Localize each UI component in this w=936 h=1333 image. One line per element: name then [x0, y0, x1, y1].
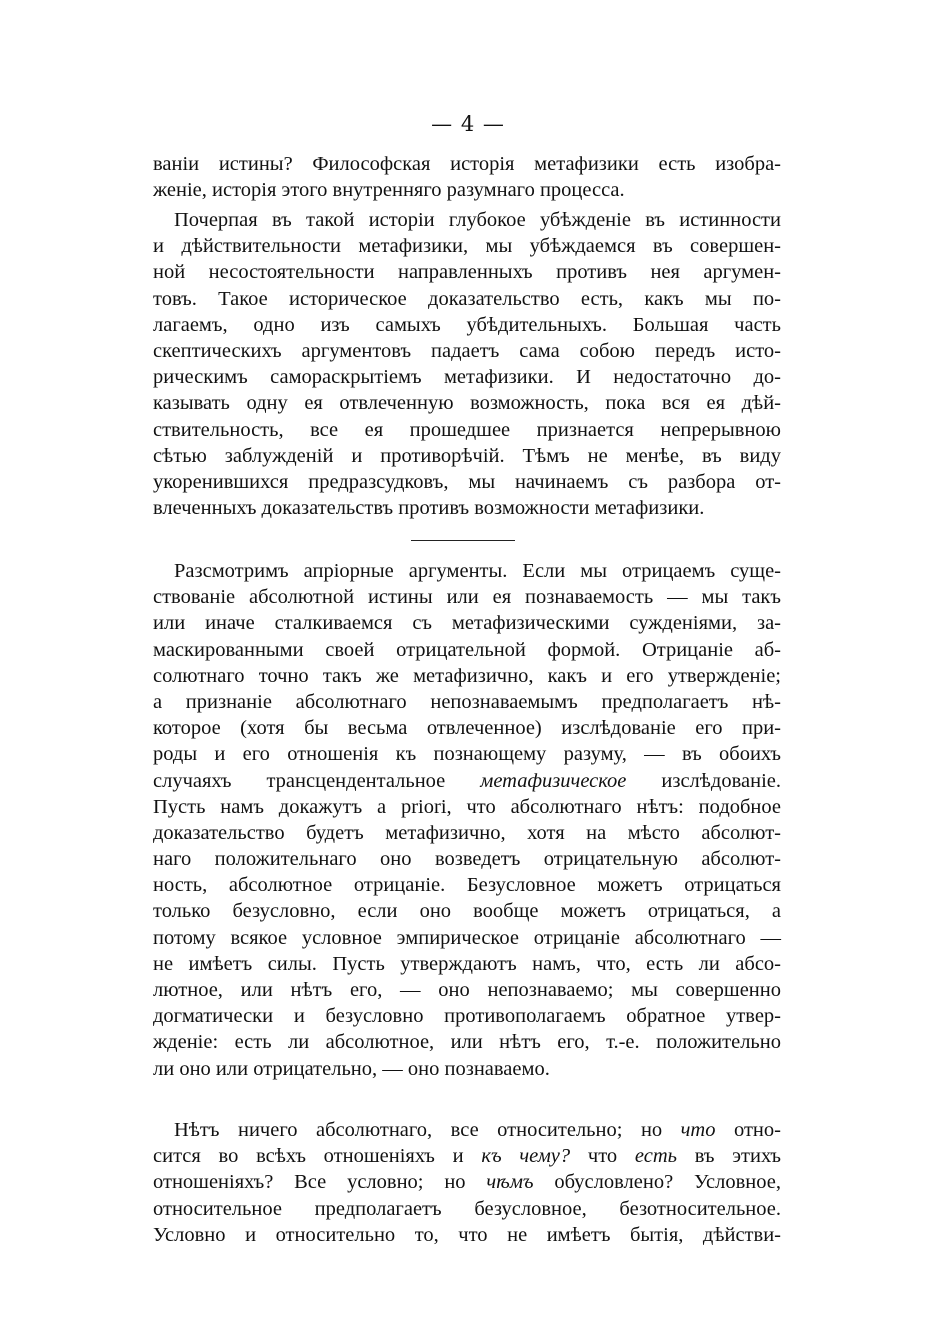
text-line: Разсмотримъ апріорные аргументы. Если мы отрицаемъ суще- [174, 560, 781, 582]
text-line: или иначе сталкиваемся съ метафизическими сужденіями, за- [153, 612, 781, 635]
italic-term: метафизическое [480, 769, 627, 792]
text-line: ствованіе абсолютной истины или ея познаваемость — мы такъ [153, 586, 781, 609]
text-line: Условно и относительно то, что не имѣетъ бытія, дѣйстви- [153, 1223, 781, 1246]
text-run: отношеніяхъ? Все условно; но [153, 1171, 487, 1194]
text-line: не имѣетъ силы. Пусть утверждаютъ намъ, что, есть ли абсо- [153, 952, 781, 975]
text-line: сѣтью заблужденій и противорѣчій. Тѣмъ не менѣе, въ виду [153, 444, 781, 467]
text-line: а признаніе абсолютнаго непознаваемымъ предполагаетъ нѣ- [153, 690, 781, 713]
text-run: Нѣтъ ничего абсолютнаго, все относительно; но [174, 1119, 681, 1141]
text-line: женіе, исторія этого внутренняго разумнаго процесса. [153, 179, 625, 202]
page-number: — 4 — [431, 112, 505, 136]
text-run: что [570, 1145, 635, 1168]
italic-term: что [680, 1119, 716, 1141]
text-run: сится во всѣхъ отношеніяхъ и [153, 1145, 482, 1168]
text-line: которое (хотя бы весьма отвлеченное) изслѣдованіе его при- [153, 717, 781, 740]
italic-term: къ чему? [481, 1145, 571, 1168]
text-line [153, 768, 781, 794]
text-line: Пусть намъ докажутъ a priori, что абсолютнаго нѣтъ: подобное [153, 795, 781, 818]
text-line [153, 1143, 781, 1169]
text-line: относительное предполагаетъ безусловное, безотносительное. [153, 1197, 781, 1220]
text-run: отно- [715, 1119, 781, 1141]
text-line: жденіе: есть ли абсолютное, или нѣтъ его, т.-е. положительно [153, 1031, 781, 1054]
text-line: ваніи истины? Философская исторія метафизики есть изобра- [153, 153, 781, 175]
italic-term: есть [634, 1145, 677, 1168]
text-line: и дѣйствительности метафизики, мы убѣждаемся въ совершен- [153, 235, 781, 258]
text-line: доказательство будетъ метафизично, хотя на мѣсто абсолют- [153, 821, 781, 844]
text-line: ли оно или отрицательно, — оно познаваемо. [153, 1057, 550, 1080]
text-line: солютнаго точно такъ же метафизично, какъ и его утвержденіе; [153, 664, 781, 687]
italic-term: чѣмъ [486, 1171, 534, 1194]
text-line: роды и его отношенія къ познающему разуму, — въ обоихъ [153, 743, 781, 766]
text-run: случаяхъ трансцендентальное [153, 769, 481, 792]
paragraph-relativity [153, 1117, 781, 1248]
section-separator [411, 540, 515, 541]
text-run: обусловлено? Условное, [533, 1171, 781, 1194]
text-line: рическимъ самораскрытіемъ метафизики. И недостаточно до- [153, 366, 781, 389]
paragraph-continuation [153, 151, 781, 203]
text-line: лютное, или нѣтъ его, — оно непознаваемо; мы совершенно [153, 979, 781, 1001]
text-line: Почерпая въ такой исторіи глубокое убѣжденіе въ истинности [174, 209, 781, 231]
text-line: лагаемъ, одно изъ самыхъ убѣдительныхъ. Большая часть [153, 313, 781, 336]
text-line: влеченныхъ доказательствъ противъ возможности метафизики. [153, 497, 705, 520]
text-line: ствительность, все ея прошедшее признается непрерывною [153, 418, 781, 441]
text-line [153, 1169, 781, 1195]
text-line: скептическихъ аргументовъ падаетъ сама собою передъ исто- [153, 339, 781, 362]
paragraph-a-priori-arguments [153, 558, 781, 1082]
text-line: казывать одну ея отвлеченную возможность, пока вся ея дѣй- [153, 392, 781, 415]
text-line: догматически и безусловно противополагаемъ обратное утвер- [153, 1005, 781, 1028]
text-line: ность, абсолютное отрицаніе. Безусловное можетъ отрицаться [153, 874, 781, 897]
text-line [153, 1117, 781, 1143]
text-line: наго положительнаго оно возведетъ отрицательную абсолют- [153, 848, 781, 871]
text-line: только безусловно, если оно вообще можетъ отрицаться, а [153, 900, 781, 923]
paragraph-history-argument [153, 207, 781, 521]
text-line: ной несостоятельности направленныхъ противъ нея аргумен- [153, 261, 781, 284]
text-line: маскированными своей отрицательной формой. Отрицаніе аб- [153, 638, 781, 661]
text-run: изслѣдованіе. [626, 769, 781, 792]
text-line: потому всякое условное эмпирическое отрицаніе абсолютнаго — [153, 926, 781, 949]
text-line: укоренившихся предразсудковъ, мы начинаемъ съ разбора от- [153, 470, 781, 493]
text-line: товъ. Такое историческое доказательство есть, какъ мы по- [153, 287, 781, 310]
text-run: въ этихъ [676, 1145, 782, 1168]
